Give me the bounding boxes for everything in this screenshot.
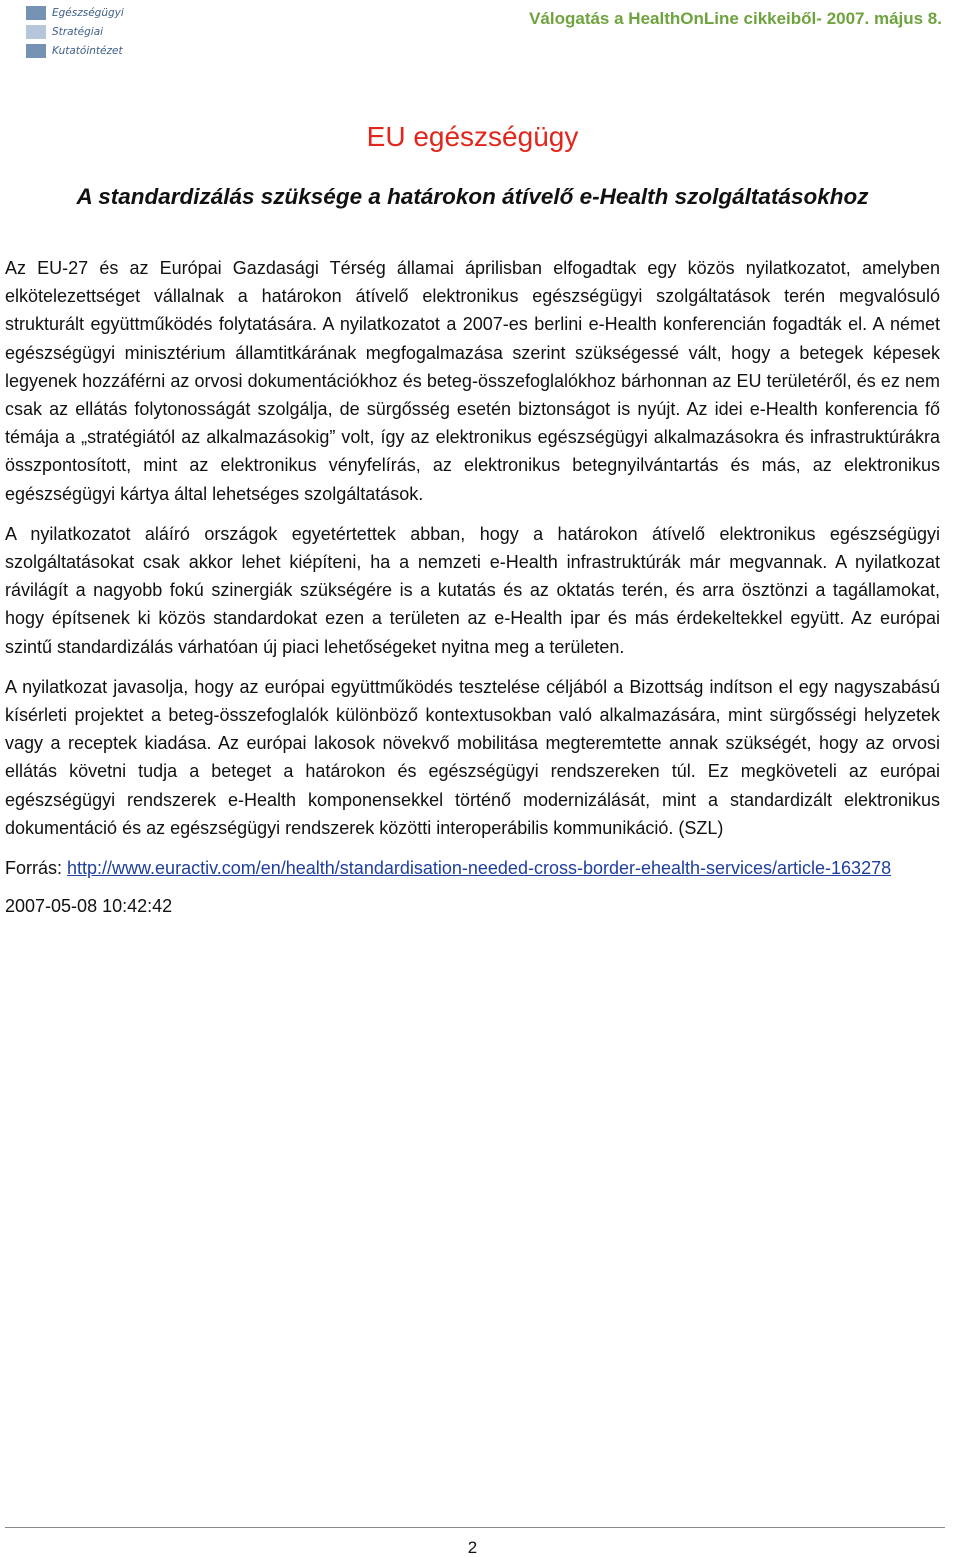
- logo-row-3: [26, 43, 123, 59]
- logo-line-1: Egészségügyi: [52, 7, 124, 19]
- article-body: [5, 254, 940, 920]
- logo-line-2: Stratégiai: [52, 26, 104, 38]
- logo-line-3: Kutatóintézet: [52, 45, 123, 57]
- logo-row-1: [26, 5, 124, 21]
- source-link[interactable]: http://www.euractiv.com/en/health/standardisation-needed-cross-border-ehealth-services/article-163278: [67, 858, 892, 879]
- footer-divider: [5, 1527, 945, 1528]
- logo-row-2: [26, 24, 103, 40]
- source-line: [5, 854, 940, 882]
- logo-square-icon: [26, 44, 46, 58]
- article-paragraph-3: A nyilatkozat javasolja, hogy az európai együttműködés tesztelése céljából a Bizottság indítson el egy nagyszabású kísérleti projektet a beteg-összefoglalók különböző kontextusokban való alkalmazására, mint sürgősségi helyzetek vagy a receptek kiadása. Az európai lakosok növekvő mobilitása megteremtette annak szükségét, hogy az orvosi ellátás követni tudja a beteget a határokon és egészségügyi rendszereken túl. Ez megköveteli az európai egészségügyi rendszerek e-Health komponensekkel történő modernizálását, mint a standardizált elektronikus dokumentáció és az egészségügyi rendszerek közötti interoperábilis kommunikáció. (SZL): [5, 676, 940, 838]
- institute-logo: [26, 5, 138, 63]
- logo-square-icon: [26, 6, 46, 20]
- article-subtitle: A standardizálás szüksége a határokon átívelő e-Health szolgáltatásokhoz: [76, 184, 869, 209]
- article-paragraph-2: A nyilatkozatot aláíró országok egyetértettek abban, hogy a határokon átívelő elektronikus egészségügyi szolgáltatásokat csak akkor lehet kiépíteni, ha a nemzeti e-Health infrastruktúrák már megvannak. A nyilatkozat rávilágít a nagyobb fokú szinergiák szükségére is a kutatás és az oktatás terén, és arra ösztönzi a tagállamokat, hogy építsenek ki közös standardokat ezen a területen az e-Health ipar és más érdekeltekkel együtt. Az európai szintű standardizálás várhatóan új piaci lehetőségeket nyitna meg a területen.: [5, 523, 940, 657]
- article-title: EU egészségügy: [366, 121, 579, 152]
- page-number: 2: [467, 1538, 478, 1557]
- running-date: 2007. május 8.: [826, 9, 942, 28]
- article-paragraph-1: Az EU-27 és az Európai Gazdasági Térség államai áprilisban elfogadtak egy közös nyilatkozatot, amelyben elkötelezettséget vállalnak a határokon átívelő elektronikus egészségügyi szolgáltatások terén megvalósuló strukturált együttműködés folytatására. A nyilatkozatot a 2007-es berlini e-Health konferencián fogadták el. A német egészségügyi minisztérium államtitkárának megfogalmazása szerint szükségessé vált, hogy a betegek képesek legyenek hozzáférni az orvosi dokumentációkhoz és beteg-összefoglalókhoz bárhonnan az EU területéről, és ez nem csak az ellátás folytonosságát szolgálja, de sürgősség esetén biztonságot is nyújt. Az idei e-Health konferencia fő témája a „stratégiától az alkalmazásokig” volt, így az elektronikus egészségügyi alkalmazásokra és infrastruktúrákra összpontosított, mint az elektronikus vényfelírás, az elektronikus betegnyilvántartás és más, az elektronikus egészségügyi kártya által lehetséges szolgáltatások.: [5, 258, 940, 504]
- page-header: [0, 0, 960, 62]
- running-title: Válogatás a HealthOnLine cikkeiből-: [529, 9, 822, 28]
- source-label: Forrás:: [5, 858, 68, 879]
- article-timestamp: 2007-05-08 10:42:42: [5, 896, 173, 917]
- running-header-title: [529, 9, 942, 29]
- logo-square-icon: [26, 25, 46, 39]
